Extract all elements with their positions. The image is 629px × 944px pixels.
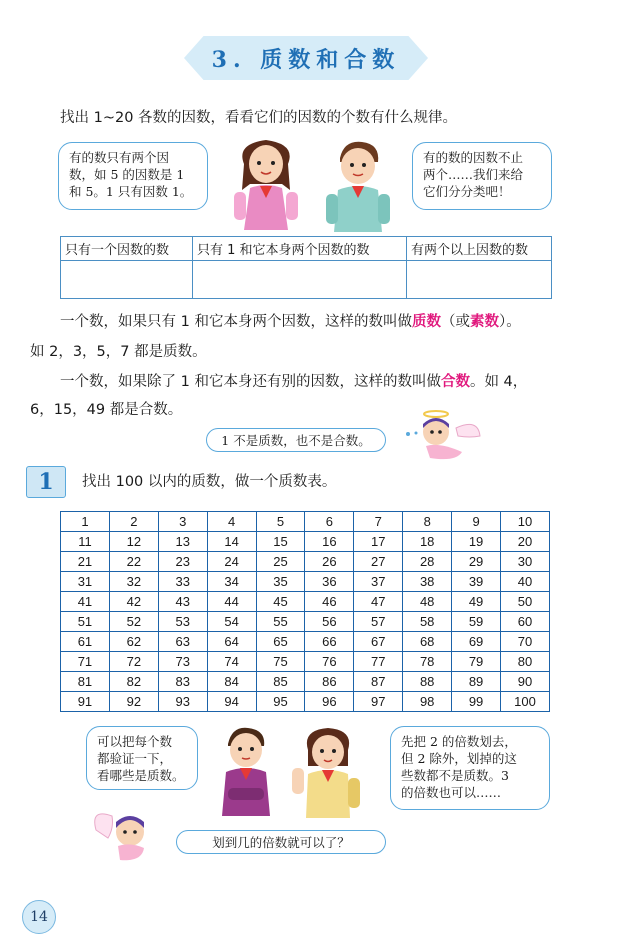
grid-number-cell[interactable]: 55 <box>256 612 305 632</box>
grid-row <box>61 692 550 712</box>
speech-bubble-left <box>58 142 208 210</box>
speech-bubble-bottom-left <box>86 726 198 790</box>
grid-number-cell[interactable]: 42 <box>109 592 158 612</box>
grid-number-cell[interactable]: 78 <box>403 652 452 672</box>
grid-row <box>61 572 550 592</box>
grid-number-cell[interactable]: 39 <box>452 572 501 592</box>
table-cell-empty[interactable] <box>407 261 552 299</box>
section-title-banner <box>184 36 428 80</box>
grid-number-cell[interactable]: 40 <box>501 572 550 592</box>
grid-row <box>61 632 550 652</box>
speech-bubble-right <box>412 142 552 210</box>
grid-number-cell[interactable]: 17 <box>354 532 403 552</box>
table-header: 有两个以上因数的数 <box>407 237 552 261</box>
grid-number-cell[interactable]: 24 <box>207 552 256 572</box>
grid-number-cell[interactable]: 90 <box>501 672 550 692</box>
grid-number-cell[interactable]: 67 <box>354 632 403 652</box>
grid-number-cell[interactable]: 66 <box>305 632 354 652</box>
grid-number-cell[interactable]: 84 <box>207 672 256 692</box>
grid-number-cell[interactable]: 6 <box>305 512 354 532</box>
definition-text: 。如 4， <box>469 374 528 390</box>
grid-number-cell[interactable]: 62 <box>109 632 158 652</box>
grid-number-cell[interactable]: 100 <box>501 692 550 712</box>
grid-number-cell[interactable]: 51 <box>61 612 110 632</box>
angel-bottom-illustration <box>90 800 170 870</box>
bubble-line: 但 2 除外，划掉的这 <box>401 751 517 766</box>
grid-number-cell[interactable]: 56 <box>305 612 354 632</box>
grid-number-cell[interactable]: 11 <box>61 532 110 552</box>
grid-number-cell[interactable]: 14 <box>207 532 256 552</box>
prime-definition-line2: 如 2，3，5，7 都是质数。 <box>30 344 207 360</box>
prime-definition-line1 <box>60 312 521 332</box>
grid-number-cell[interactable]: 29 <box>452 552 501 572</box>
grid-number-cell[interactable]: 28 <box>403 552 452 572</box>
page-number: 14 <box>22 900 56 934</box>
grid-row <box>61 672 550 692</box>
keyword-su-shu: 素数 <box>469 314 499 330</box>
bubble-line: 看哪些是质数。 <box>97 768 185 783</box>
grid-number-cell[interactable]: 92 <box>109 692 158 712</box>
note-bubble: 1 不是质数，也不是合数。 <box>206 428 386 452</box>
composite-definition-line1 <box>60 372 527 392</box>
keyword-prime: 质数 <box>411 314 441 330</box>
grid-number-cell[interactable]: 70 <box>501 632 550 652</box>
table-cell-empty[interactable] <box>193 261 407 299</box>
grid-row <box>61 512 550 532</box>
grid-number-cell[interactable]: 53 <box>158 612 207 632</box>
grid-row <box>61 652 550 672</box>
grid-number-cell[interactable]: 71 <box>61 652 110 672</box>
grid-number-cell[interactable]: 36 <box>305 572 354 592</box>
grid-number-cell[interactable]: 43 <box>158 592 207 612</box>
grid-number-cell[interactable]: 88 <box>403 672 452 692</box>
definition-text: 一个数，如果只有 1 和它本身两个因数，这样的数叫做 <box>60 314 412 330</box>
grid-number-cell[interactable]: 54 <box>207 612 256 632</box>
grid-number-cell[interactable]: 87 <box>354 672 403 692</box>
grid-number-cell[interactable]: 75 <box>256 652 305 672</box>
grid-number-cell[interactable]: 63 <box>158 632 207 652</box>
grid-number-cell[interactable]: 93 <box>158 692 207 712</box>
bubble-line: 数，如 5 的因数是 1 <box>69 167 185 182</box>
bubble-line: 和 5。1 只有因数 1。 <box>69 184 193 199</box>
bubble-line: 的倍数也可以…… <box>401 785 502 800</box>
grid-number-cell[interactable]: 32 <box>109 572 158 592</box>
grid-number-cell[interactable]: 4 <box>207 512 256 532</box>
bottom-question-bubble: 划到几的倍数就可以了？ <box>176 830 386 854</box>
grid-number-cell[interactable]: 47 <box>354 592 403 612</box>
grid-number-cell[interactable]: 79 <box>452 652 501 672</box>
grid-number-cell[interactable]: 31 <box>61 572 110 592</box>
grid-row <box>61 532 550 552</box>
bubble-line: 有的数的因数不止 <box>423 150 524 165</box>
grid-number-cell[interactable]: 33 <box>158 572 207 592</box>
grid-number-cell[interactable]: 52 <box>109 612 158 632</box>
intro-text: 找出 1~20 各数的因数，看看它们的因数的个数有什么规律。 <box>60 110 458 126</box>
grid-number-cell[interactable]: 98 <box>403 692 452 712</box>
grid-number-cell[interactable]: 37 <box>354 572 403 592</box>
exercise-number-badge: 1 <box>26 466 66 498</box>
grid-number-cell[interactable]: 96 <box>305 692 354 712</box>
grid-number-cell[interactable]: 99 <box>452 692 501 712</box>
grid-number-cell[interactable]: 3 <box>158 512 207 532</box>
girl-illustration <box>226 134 306 234</box>
grid-number-cell[interactable]: 89 <box>452 672 501 692</box>
grid-number-cell[interactable]: 86 <box>305 672 354 692</box>
bubble-line: 些数都不是质数。3 <box>401 768 509 783</box>
grid-number-cell[interactable]: 46 <box>305 592 354 612</box>
grid-number-cell[interactable]: 30 <box>501 552 550 572</box>
grid-number-cell[interactable]: 64 <box>207 632 256 652</box>
grid-number-cell[interactable]: 34 <box>207 572 256 592</box>
grid-number-cell[interactable]: 80 <box>501 652 550 672</box>
grid-number-cell[interactable]: 85 <box>256 672 305 692</box>
grid-number-cell[interactable]: 21 <box>61 552 110 572</box>
grid-number-cell[interactable]: 94 <box>207 692 256 712</box>
grid-number-cell[interactable]: 59 <box>452 612 501 632</box>
bubble-line: 都验证一下， <box>97 751 173 766</box>
grid-number-cell[interactable]: 20 <box>501 532 550 552</box>
grid-number-cell[interactable]: 38 <box>403 572 452 592</box>
composite-definition-line2: 6，15，49 都是合数。 <box>30 402 183 418</box>
bubble-line: 它们分分类吧！ <box>423 184 511 199</box>
grid-number-cell[interactable]: 8 <box>403 512 452 532</box>
grid-number-cell[interactable]: 35 <box>256 572 305 592</box>
grid-number-cell[interactable]: 15 <box>256 532 305 552</box>
grid-number-cell[interactable]: 60 <box>501 612 550 632</box>
grid-number-cell[interactable]: 58 <box>403 612 452 632</box>
grid-number-cell[interactable]: 25 <box>256 552 305 572</box>
grid-row <box>61 592 550 612</box>
grid-number-cell[interactable]: 27 <box>354 552 403 572</box>
grid-number-cell[interactable]: 76 <box>305 652 354 672</box>
speech-bubble-bottom-right <box>390 726 550 810</box>
grid-number-cell[interactable]: 12 <box>109 532 158 552</box>
grid-number-cell[interactable]: 77 <box>354 652 403 672</box>
bubble-line: 有的数只有两个因 <box>69 150 170 165</box>
bubble-line: 两个……我们来给 <box>423 167 524 182</box>
table-cell-empty[interactable] <box>61 261 193 299</box>
keyword-composite: 合数 <box>440 374 470 390</box>
grid-number-cell[interactable]: 74 <box>207 652 256 672</box>
definition-text: 一个数，如果除了 1 和它本身还有别的因数，这样的数叫做 <box>60 374 441 390</box>
table-header: 只有一个因数的数 <box>61 237 193 261</box>
grid-number-cell[interactable]: 45 <box>256 592 305 612</box>
grid-number-cell[interactable]: 82 <box>109 672 158 692</box>
boy-thinking-illustration <box>212 720 282 820</box>
grid-number-cell[interactable]: 68 <box>403 632 452 652</box>
boy-illustration <box>318 134 398 234</box>
grid-number-cell[interactable]: 16 <box>305 532 354 552</box>
hundred-number-grid <box>60 511 550 712</box>
grid-number-cell[interactable]: 72 <box>109 652 158 672</box>
grid-number-cell[interactable]: 19 <box>452 532 501 552</box>
page-title: 3. 质数和合数 <box>211 46 401 73</box>
grid-number-cell[interactable]: 57 <box>354 612 403 632</box>
grid-number-cell[interactable]: 49 <box>452 592 501 612</box>
grid-number-cell[interactable]: 1 <box>61 512 110 532</box>
grid-number-cell[interactable]: 48 <box>403 592 452 612</box>
grid-number-cell[interactable]: 83 <box>158 672 207 692</box>
bubble-line: 可以把每个数 <box>97 734 173 749</box>
grid-number-cell[interactable]: 7 <box>354 512 403 532</box>
bubble-line: 先把 2 的倍数划去， <box>401 734 517 749</box>
grid-row <box>61 612 550 632</box>
grid-number-cell[interactable]: 18 <box>403 532 452 552</box>
grid-number-cell[interactable]: 13 <box>158 532 207 552</box>
grid-number-cell[interactable]: 41 <box>61 592 110 612</box>
grid-number-cell[interactable]: 81 <box>61 672 110 692</box>
girl-pointing-illustration <box>288 722 368 822</box>
factor-classification-table <box>60 236 552 299</box>
exercise-instruction: 找出 100 以内的质数，做一个质数表。 <box>82 474 337 490</box>
grid-number-cell[interactable]: 91 <box>61 692 110 712</box>
angel-illustration <box>396 406 486 466</box>
grid-number-cell[interactable]: 22 <box>109 552 158 572</box>
grid-number-cell[interactable]: 97 <box>354 692 403 712</box>
grid-number-cell[interactable]: 10 <box>501 512 550 532</box>
grid-number-cell[interactable]: 23 <box>158 552 207 572</box>
grid-number-cell[interactable]: 95 <box>256 692 305 712</box>
grid-row <box>61 552 550 572</box>
grid-number-cell[interactable]: 5 <box>256 512 305 532</box>
grid-number-cell[interactable]: 65 <box>256 632 305 652</box>
grid-number-cell[interactable]: 73 <box>158 652 207 672</box>
table-header: 只有 1 和它本身两个因数的数 <box>193 237 407 261</box>
grid-number-cell[interactable]: 26 <box>305 552 354 572</box>
grid-number-cell[interactable]: 2 <box>109 512 158 532</box>
grid-number-cell[interactable]: 9 <box>452 512 501 532</box>
grid-number-cell[interactable]: 61 <box>61 632 110 652</box>
grid-number-cell[interactable]: 69 <box>452 632 501 652</box>
definition-text: ）。 <box>498 314 521 330</box>
grid-number-cell[interactable]: 44 <box>207 592 256 612</box>
grid-number-cell[interactable]: 50 <box>501 592 550 612</box>
definition-text: （或 <box>440 314 470 330</box>
